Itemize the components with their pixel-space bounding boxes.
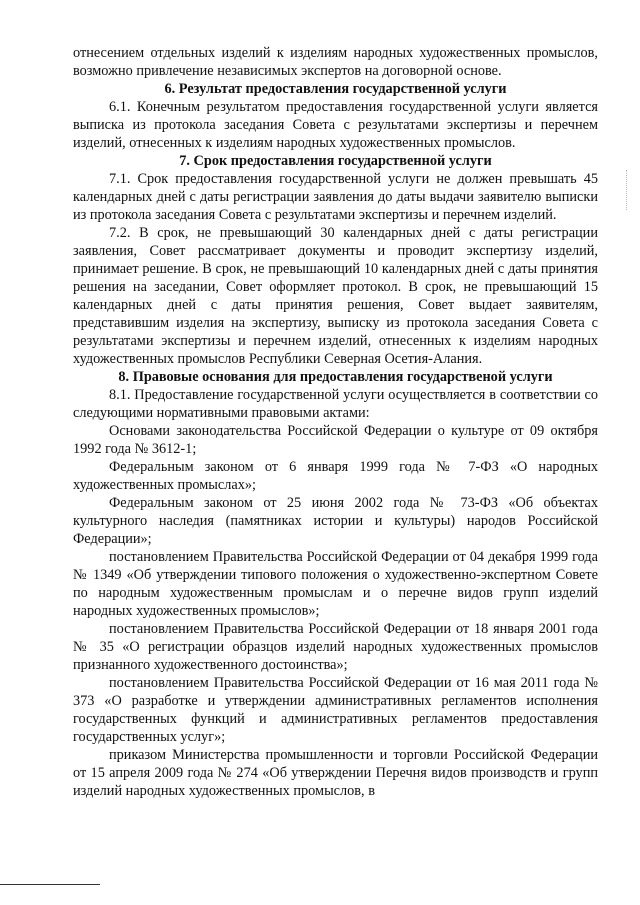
paragraph-continuation: отнесением отдельных изделий к изделиям народных художественных промыслов, возможно привлечение независимых экспертов на договорной основе. (73, 45, 598, 79)
legal-act-order-274: приказом Министерства промышленности и торговли Российской Федерации от 15 апреля 2009 года № 274 «Об утверждении Перечня видов производств и групп изделий народных художественных промыслов, в (73, 747, 598, 799)
legal-act-decree-35: постановлением Правительства Российской Федерации от 18 января 2001 года № 35 «О регистрации образцов изделий народных художественных промыслов признанного художественного достоинства»; (73, 621, 598, 673)
legal-act-fz-7: Федеральным законом от 6 января 1999 года № 7-ФЗ «О народных художественных промыслах»; (73, 459, 598, 493)
legal-act-fz-73: Федеральным законом от 25 июня 2002 года № 73-ФЗ «Об объектах культурного наследия (памятниках истории и культуры) народов Российской Федерации»; (73, 495, 598, 547)
paragraph-8-1: 8.1. Предоставление государственной услуги осуществляется в соответствии со следующими нормативными правовыми актами: (73, 387, 598, 421)
document-body (73, 44, 598, 800)
legal-act-decree-373: постановлением Правительства Российской Федерации от 16 мая 2011 года № 373 «О разработке и утверждении административных регламентов исполнения государственных функций и административных регламентов предоставления государственных услуг»; (73, 675, 598, 745)
legal-act-decree-1349: постановлением Правительства Российской Федерации от 04 декабря 1999 года № 1349 «Об утверждении типового положения о художественно-экспертном Совете по народным художественным промыслам и о перечне видов групп изделий народных художественных промыслов»; (73, 549, 598, 619)
section-heading-6: 6. Результат предоставления государственной услуги (164, 81, 507, 97)
section-heading-8: 8. Правовые основания для предоставления государственой услуги (118, 369, 553, 385)
footnote-separator (0, 884, 100, 885)
paragraph-6-1: 6.1. Конечным результатом предоставления государственной услуги является выписка из протокола заседания Совета с результатами экспертизы и перечнем изделий, отнесенных к изделиям народных художественных промыслов. (73, 99, 598, 151)
paragraph-7-1: 7.1. Срок предоставления государственной услуги не должен превышать 45 календарных дней с даты регистрации заявления до даты выдачи заявителю выписки из протокола заседания Совета с результатами экспертизы и перечнем изделий. (73, 171, 598, 223)
section-heading-7: 7. Срок предоставления государственной услуги (179, 153, 492, 169)
scan-edge-marks (626, 170, 629, 210)
legal-act-culture-law: Основами законодательства Российской Федерации о культуре от 09 октября 1992 года № 3612-1; (73, 423, 598, 457)
paragraph-7-2: 7.2. В срок, не превышающий 30 календарных дней с даты регистрации заявления, Совет рассматривает документы и проводит экспертизу изделий, принимает решение. В срок, не превышающий 10 календарных дней с даты принятия решения на заседании, Совет оформляет протокол. В срок, не превышающий 15 календарных дней с даты принятия решения, Совет выдает заявителям, представившим изделия на экспертизу, выписку из протокола заседания Совета с результатами экспертизы и перечнем изделий, отнесенных к изделиям народных художественных промыслов Республики Северная Осетия-Алания. (73, 225, 598, 367)
